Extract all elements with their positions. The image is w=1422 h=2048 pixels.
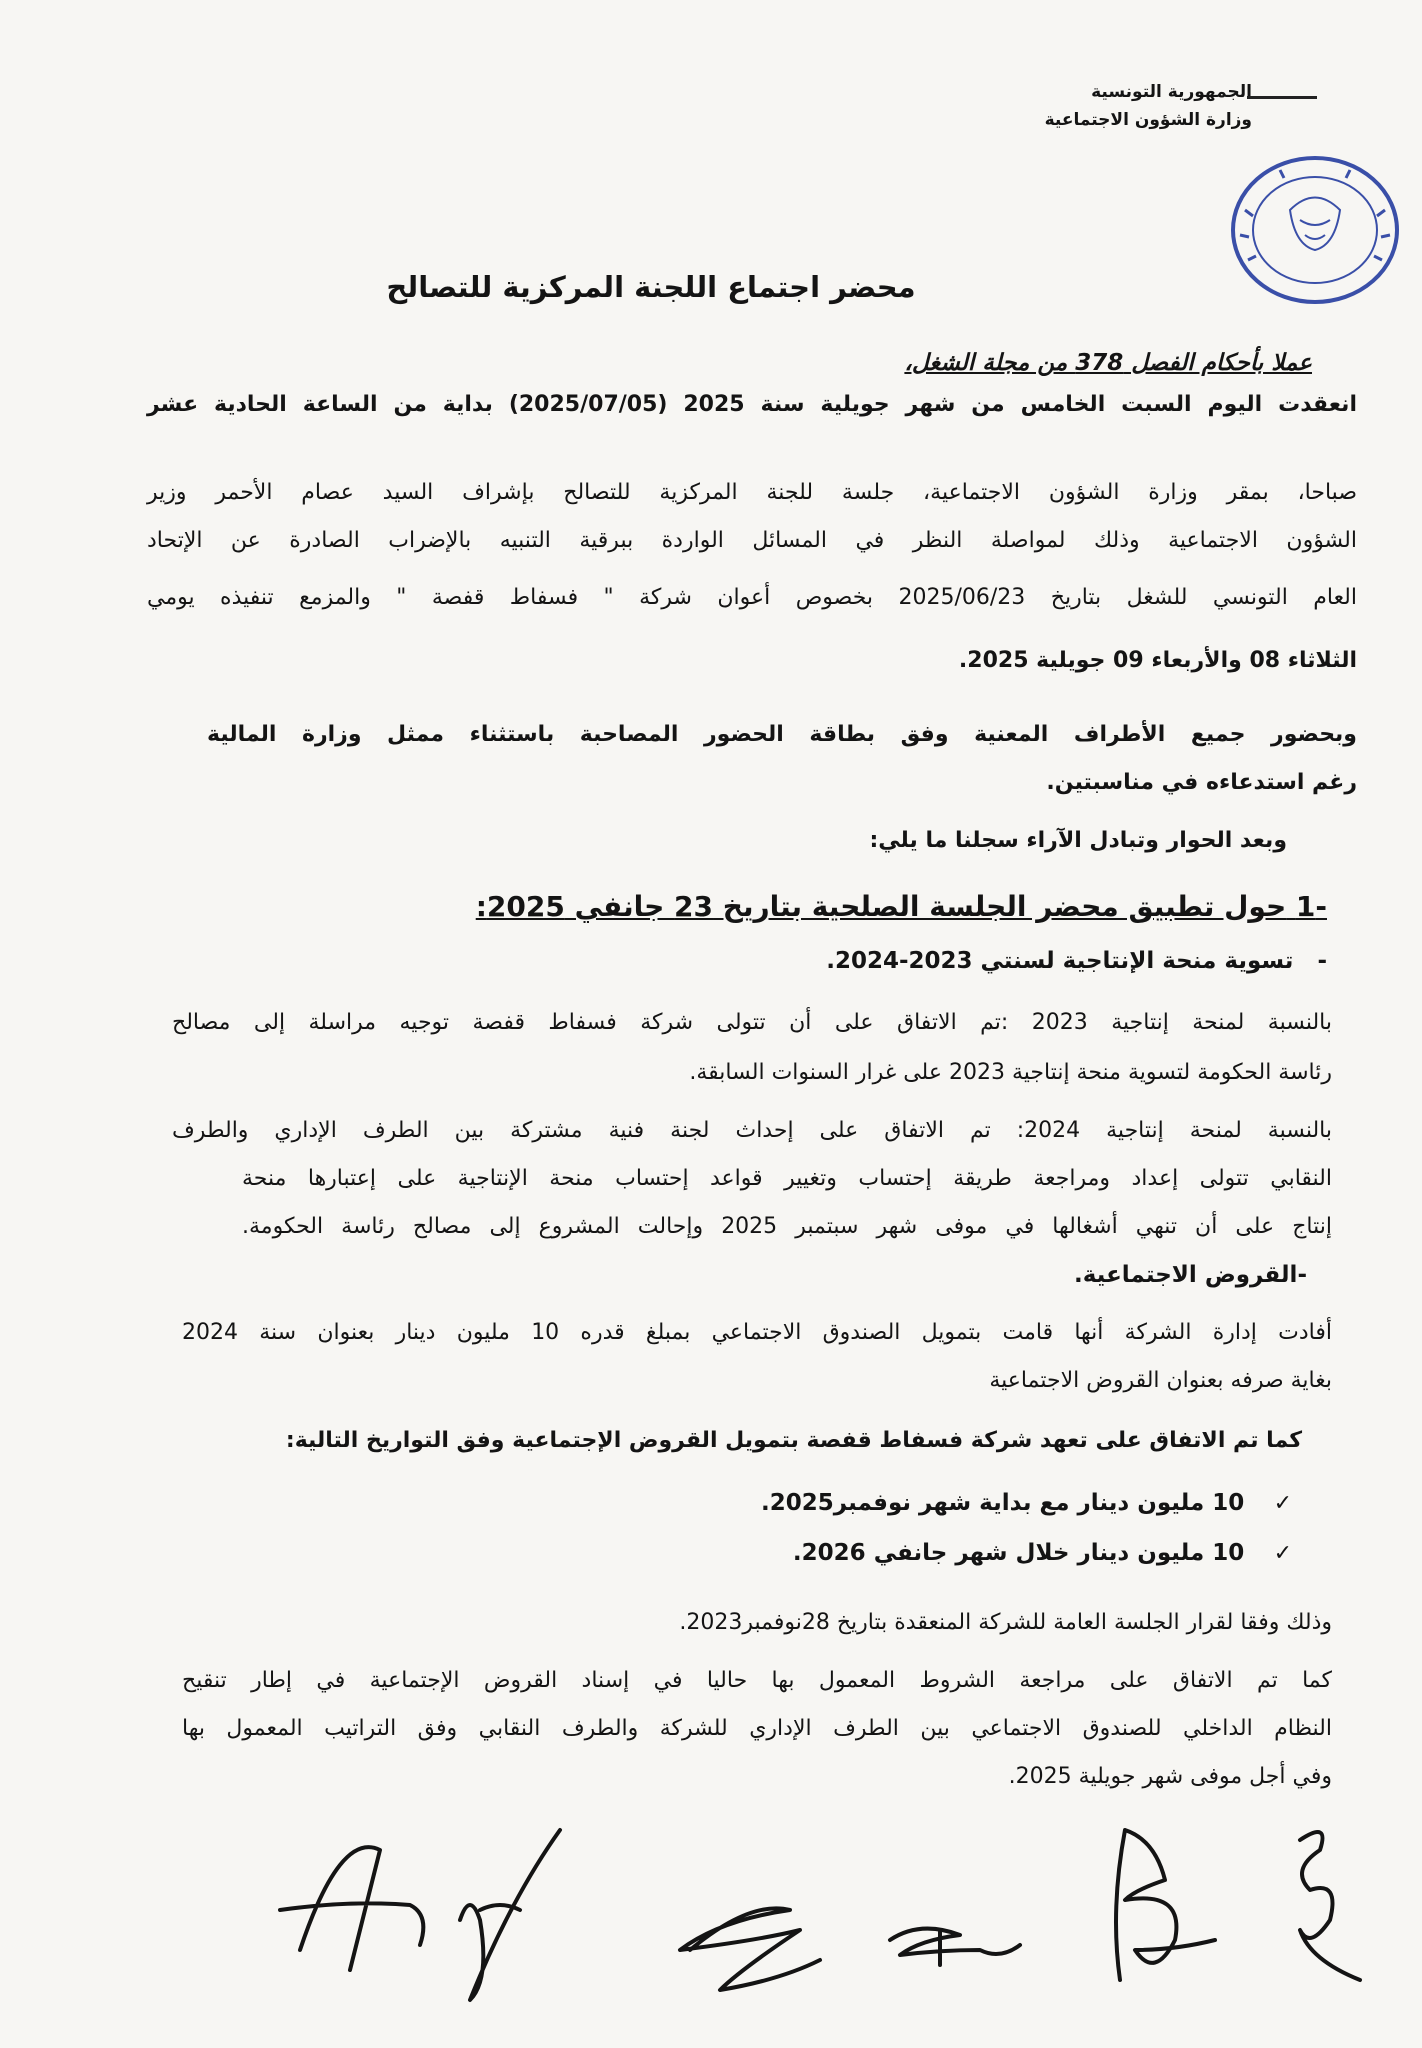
signature-4	[890, 1929, 1020, 1965]
grant-2024-line: بالنسبة لمنحة إنتاجية 2024: تم الاتفاق على إحداث لجنة فنية مشتركة بين الطرف الإداري والطرف	[172, 1118, 1333, 1143]
subsection-title: تسوية منحة الإنتاجية لسنتي 2023-2024.	[826, 948, 1294, 974]
section-number: -1	[1295, 890, 1327, 923]
bullet-marker: -	[1317, 948, 1327, 974]
signature-6	[1300, 1832, 1360, 1980]
country-name: الجمهورية التونسية	[1091, 82, 1252, 102]
intro-line: العام التونسي للشغل بتاريخ 2025/06/23 بخصوص أعوان شركة " فسفاط قفصة " والمزمع تنفيذه يومي	[147, 585, 1358, 610]
installment-item	[761, 1490, 1292, 1516]
grant-2024-line: إنتاج على أن تنهي أشغالها في موفى شهر سبتمبر 2025 وإحالت المشروع إلى مصالح رئاسة الحكومة.	[242, 1214, 1332, 1239]
grant-2024-line: النقابي تتولى إعداد ومراجعة طريقة إحتساب وتغيير قواعد إحتساب منحة الإنتاجية على إعتبارها منحة	[242, 1166, 1332, 1191]
section-title: حول تطبيق محضر الجلسة الصلحية بتاريخ 23 جانفي 2025:	[475, 890, 1287, 923]
check-icon: ✓	[1273, 1541, 1292, 1566]
installment-text: 10 مليون دينار مع بداية شهر نوفمبر2025.	[761, 1490, 1245, 1516]
discussion-intro: وبعد الحوار وتبادل الآراء سجلنا ما يلي:	[869, 828, 1287, 853]
loans-line: أفادت إدارة الشركة أنها قامت بتمويل الصندوق الاجتماعي بمبلغ قدره 10 مليون دينار بعنوان سنة 2024	[182, 1320, 1332, 1345]
legal-reference: عملا بأحكام الفصل 378 من مجلة الشغل،	[904, 350, 1312, 376]
page-title: محضر اجتماع اللجنة المركزية للتصالح	[386, 270, 916, 304]
assembly-line: وذلك وفقا لقرار الجلسة العامة للشركة المنعقدة بتاريخ 28نوفمبر2023.	[679, 1610, 1332, 1635]
loans-line: بغاية صرفه بعنوان القروض الاجتماعية	[989, 1368, 1332, 1393]
header-rule	[1247, 96, 1317, 99]
signature-3	[680, 1908, 820, 1990]
subsection-social-loans: -القروض الاجتماعية.	[1074, 1262, 1307, 1288]
subsection-productivity	[826, 948, 1327, 974]
installment-item	[793, 1540, 1292, 1566]
rules-line: النظام الداخلي للصندوق الاجتماعي بين الطرف الإداري للشركة والطرف النقابي وفق التراتيب المعمول بها	[182, 1716, 1332, 1741]
ministry-header	[992, 78, 1252, 134]
intro-line: الشؤون الاجتماعية وذلك لمواصلة النظر في المسائل الواردة ببرقية التنبيه بالإضراب الصادرة عن الإتحاد	[147, 528, 1357, 553]
rules-line: كما تم الاتفاق على مراجعة الشروط المعمول بها حاليا في إسناد القروض الإجتماعية في إطار تنقيح	[182, 1668, 1332, 1693]
intro-line: الثلاثاء 08 والأربعاء 09 جويلية 2025.	[958, 648, 1357, 673]
section-1-heading	[476, 890, 1327, 923]
grant-2023-line: رئاسة الحكومة لتسوية منحة إنتاجية 2023 على غرار السنوات السابقة.	[689, 1060, 1332, 1085]
signature-5	[1116, 1830, 1215, 1980]
grant-2023-line: بالنسبة لمنحة إنتاجية 2023 :تم الاتفاق على أن تتولى شركة فسفاط قفصة توجيه مراسلة إلى مصالح	[172, 1010, 1332, 1035]
signature-2	[460, 1830, 560, 2000]
signature-1	[280, 1847, 423, 1970]
signatures	[270, 1800, 1390, 2030]
attendance-line: وبحضور جميع الأطراف المعنية وفق بطاقة الحضور المصاحبة باستثناء ممثل وزارة المالية	[207, 722, 1357, 747]
installment-text: 10 مليون دينار خلال شهر جانفي 2026.	[792, 1540, 1245, 1566]
ministry-name: وزارة الشؤون الاجتماعية	[1044, 110, 1252, 130]
intro-line: صباحا، بمقر وزارة الشؤون الاجتماعية، جلسة للجنة المركزية للتصالح بإشراف السيد عصام الأحمر وزير	[147, 480, 1357, 505]
check-icon: ✓	[1273, 1491, 1292, 1516]
attendance-line: رغم استدعاءه في مناسبتين.	[1046, 770, 1357, 795]
intro-line: انعقدت اليوم السبت الخامس من شهر جويلية سنة 2025 (2025/07/05) بداية من الساعة الحادية عشر	[147, 392, 1357, 417]
commitment-intro: كما تم الاتفاق على تعهد شركة فسفاط قفصة بتمويل القروض الإجتماعية وفق التواريخ التالية:	[285, 1428, 1302, 1453]
rules-line: وفي أجل موفى شهر جويلية 2025.	[1008, 1764, 1332, 1789]
